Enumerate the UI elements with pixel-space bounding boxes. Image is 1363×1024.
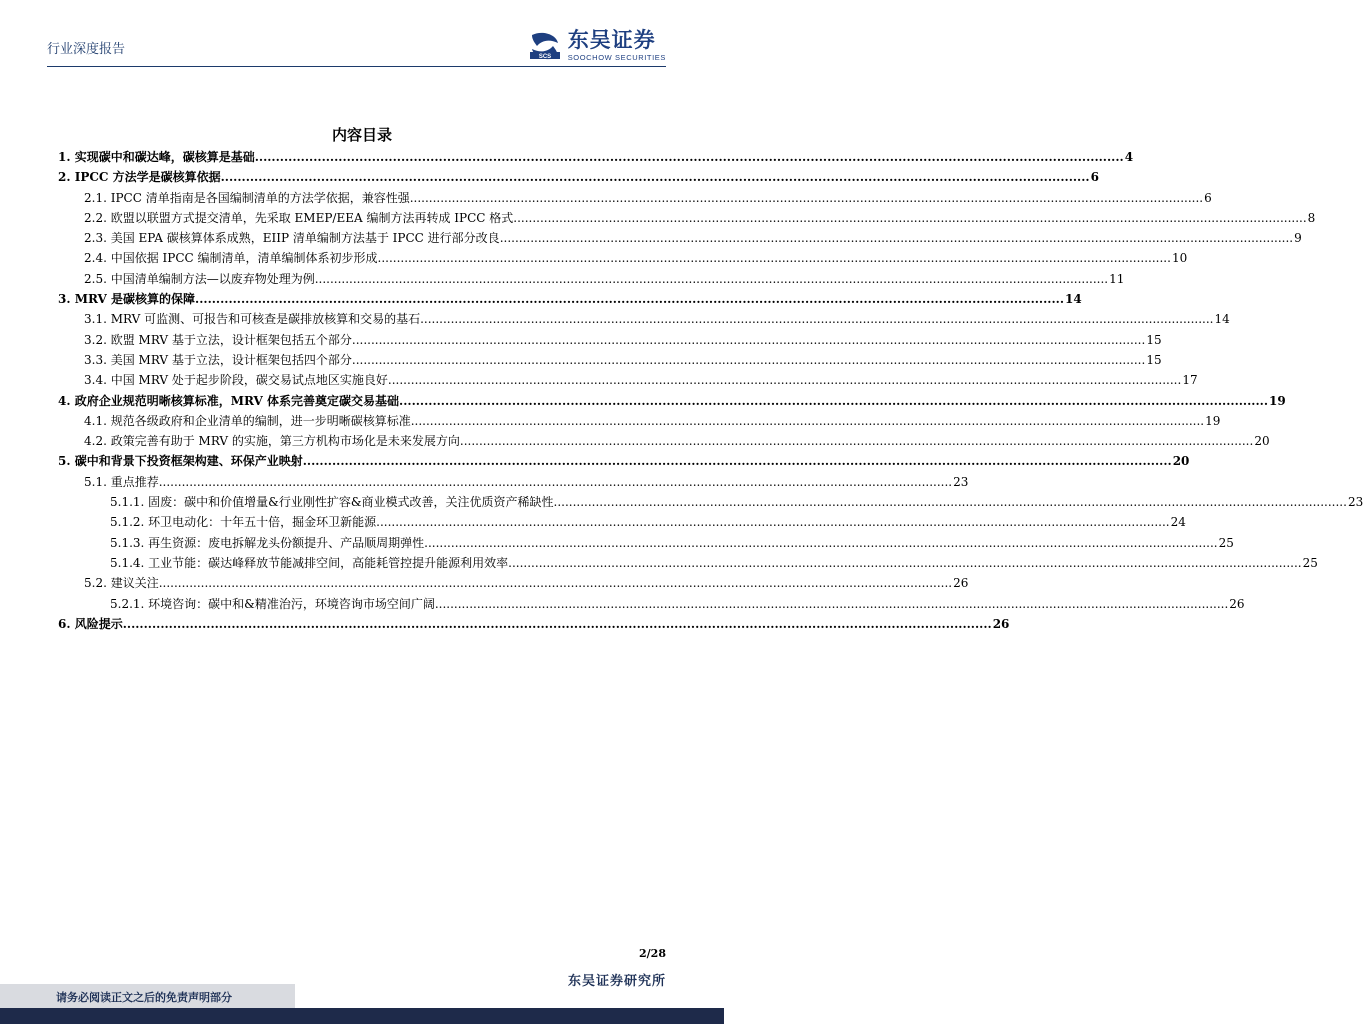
toc-entry-page: 15 <box>1146 352 1162 367</box>
toc-entry-page: 26 <box>953 576 969 591</box>
toc-entry-page: 14 <box>1065 292 1082 307</box>
toc-entry-title: 4.2. 政策完善有助于 MRV 的实施，第三方机构市场化是未来发展方向 <box>84 434 460 449</box>
brand-name-en: SOOCHOW SECURITIES <box>567 53 666 62</box>
toc-dot-leader <box>159 475 952 489</box>
toc-entry-title: 2.5. 中国清单编制方法—以废弃物处理为例 <box>84 271 315 286</box>
report-type-label: 行业深度报告 <box>47 42 126 57</box>
toc-dot-leader <box>508 556 1301 570</box>
toc-entry[interactable] <box>58 493 1363 513</box>
toc-dot-leader <box>388 373 1181 387</box>
toc-entry-title: 2.3. 美国 EPA 碳核算体系成熟，EIIP 清单编制方法基于 IPCC 进行部分改良 <box>84 231 500 246</box>
toc-entry[interactable] <box>58 270 1125 290</box>
toc-entry-title: 5.2.1. 环境咨询：碳中和&精准治污，环境咨询市场空间广阔 <box>110 596 435 611</box>
toc-entry-page: 23 <box>1347 495 1363 510</box>
toc-entry[interactable] <box>58 168 1099 188</box>
toc-entry-title: 5.1.2. 环卫电动化：十年五十倍，掘金环卫新能源 <box>110 515 377 530</box>
soochow-logo-icon <box>528 31 562 61</box>
toc-dot-leader <box>399 394 1268 408</box>
soochow-logo <box>528 30 666 62</box>
toc-entry-page: 15 <box>1146 332 1162 347</box>
toc-dot-leader <box>500 231 1293 245</box>
toc-entry[interactable] <box>58 534 1234 554</box>
toc-entry-page: 20 <box>1172 454 1190 469</box>
toc-entry-page: 19 <box>1269 393 1286 408</box>
toc-entry[interactable] <box>58 574 969 594</box>
toc-entry-title: 2.4. 中国依据 IPCC 编制清单，清单编制体系初步形成 <box>84 251 378 266</box>
toc-dot-leader <box>221 170 1090 184</box>
footer-dark-strip <box>0 1008 724 1024</box>
toc-dot-leader <box>378 251 1171 265</box>
toc-entry[interactable] <box>58 615 1010 635</box>
toc-dot-leader <box>411 414 1204 428</box>
toc-entry[interactable] <box>58 148 1134 168</box>
institute-name: 东吴证券研究所 <box>567 974 666 989</box>
toc-entry[interactable] <box>58 351 1162 371</box>
toc-dot-leader <box>424 536 1217 550</box>
toc-dot-leader <box>159 576 952 590</box>
toc-entry[interactable] <box>58 249 1188 269</box>
toc-dot-leader <box>513 211 1306 225</box>
toc-entry-title: 2. IPCC 方法学是碳核算依据 <box>58 170 221 185</box>
toc-entry-page: 20 <box>1254 434 1270 449</box>
toc-entry-title: 5.2. 建议关注 <box>84 576 159 591</box>
toc-entry-title: 2.2. 欧盟以联盟方式提交清单，先采取 EMEP/EEA 编制方法再转成 IPCC 格式 <box>84 210 514 225</box>
toc-entry-page: 9 <box>1294 231 1302 246</box>
footer-bar <box>0 984 724 1024</box>
toc-entry-title: 3. MRV 是碳核算的保障 <box>58 292 196 307</box>
toc-entry-page: 19 <box>1205 413 1221 428</box>
toc-entry[interactable] <box>58 513 1186 533</box>
toc-entry-page: 6 <box>1090 170 1099 185</box>
toc-entry-title: 3.1. MRV 可监测、可报告和可核查是碳排放核算和交易的基石 <box>84 312 421 327</box>
toc-entry-page: 4 <box>1124 150 1134 164</box>
toc-entry-title: 5.1.1. 固废：碳中和价值增量&行业刚性扩容&商业模式改善，关注优质资产稀缺性 <box>110 495 554 510</box>
toc-entry[interactable] <box>58 554 1318 574</box>
toc-entry[interactable] <box>58 290 1082 310</box>
toc-entry-title: 3.3. 美国 MRV 基于立法，设计框架包括四个部分 <box>84 352 352 367</box>
toc-entry-page: 8 <box>1307 210 1316 225</box>
toc-entry[interactable] <box>58 331 1162 351</box>
toc-entry-page: 14 <box>1214 312 1230 327</box>
toc-entry-page: 24 <box>1170 515 1186 530</box>
header-divider <box>47 66 666 67</box>
toc-entry-page: 6 <box>1204 190 1212 205</box>
toc-entry[interactable] <box>58 189 1212 209</box>
toc-entry-page: 25 <box>1302 555 1318 570</box>
toc-entry[interactable] <box>58 209 1316 229</box>
toc-entry-page: 26 <box>1229 596 1245 611</box>
disclaimer-text: 请务必阅读正文之后的免责声明部分 <box>56 991 232 1004</box>
toc-dot-leader <box>410 191 1203 205</box>
toc-entry-page: 11 <box>1109 271 1125 286</box>
toc-entry[interactable] <box>58 595 1245 615</box>
toc-entry-title: 5.1. 重点推荐 <box>84 474 159 489</box>
toc-entry[interactable] <box>58 412 1221 432</box>
toc-dot-leader <box>554 495 1347 509</box>
toc-title: 内容目录 <box>331 126 392 144</box>
toc-entry-title: 5.1.3. 再生资源：废电拆解龙头份额提升、产品顺周期弹性 <box>110 535 425 550</box>
toc-entry-page: 23 <box>953 474 969 489</box>
toc-dot-leader <box>123 617 992 631</box>
brand-name-cn: 东吴证券 <box>567 28 656 52</box>
toc-entry-title: 4. 政府企业规范明晰核算标准，MRV 体系完善奠定碳交易基础 <box>58 393 400 408</box>
toc-dot-leader <box>255 150 1124 164</box>
table-of-contents <box>58 148 1363 635</box>
toc-entry-title: 5. 碳中和背景下投资框架构建、环保产业映射 <box>58 454 303 469</box>
toc-dot-leader <box>352 333 1145 347</box>
toc-entry-page: 25 <box>1218 535 1234 550</box>
toc-entry[interactable] <box>58 452 1190 472</box>
toc-entry-title: 4.1. 规范各级政府和企业清单的编制，进一步明晰碳核算标准 <box>84 413 411 428</box>
toc-entry-page: 17 <box>1182 373 1198 388</box>
toc-dot-leader <box>460 434 1253 448</box>
toc-dot-leader <box>303 454 1172 468</box>
toc-entry[interactable] <box>58 473 969 493</box>
toc-dot-leader <box>352 353 1145 367</box>
toc-entry[interactable] <box>58 392 1286 412</box>
toc-entry[interactable] <box>58 229 1302 249</box>
toc-dot-leader <box>315 272 1108 286</box>
toc-dot-leader <box>435 597 1228 611</box>
toc-entry-title: 5.1.4. 工业节能：碳达峰释放节能减排空间，高能耗管控提升能源利用效率 <box>110 555 509 570</box>
toc-entry-title: 3.4. 中国 MRV 处于起步阶段，碳交易试点地区实施良好 <box>84 373 388 388</box>
toc-dot-leader <box>376 515 1169 529</box>
toc-entry-page: 10 <box>1171 251 1188 266</box>
toc-entry[interactable] <box>58 432 1270 452</box>
toc-dot-leader <box>420 312 1213 326</box>
toc-entry-title: 3.2. 欧盟 MRV 基于立法，设计框架包括五个部分 <box>84 332 352 347</box>
toc-entry-page: 26 <box>992 616 1010 631</box>
toc-dot-leader <box>195 292 1064 306</box>
svg-text:SCS: SCS <box>538 53 551 60</box>
toc-entry-title: 6. 风险提示 <box>58 616 123 631</box>
page-number: 2/28 <box>639 947 666 960</box>
toc-entry[interactable] <box>58 371 1198 391</box>
disclaimer-band <box>0 984 295 1008</box>
toc-entry[interactable] <box>58 310 1230 330</box>
toc-entry-title: 2.1. IPCC 清单指南是各国编制清单的方法学依据，兼容性强 <box>84 190 410 205</box>
toc-entry-title: 1. 实现碳中和碳达峰，碳核算是基础 <box>58 150 255 164</box>
